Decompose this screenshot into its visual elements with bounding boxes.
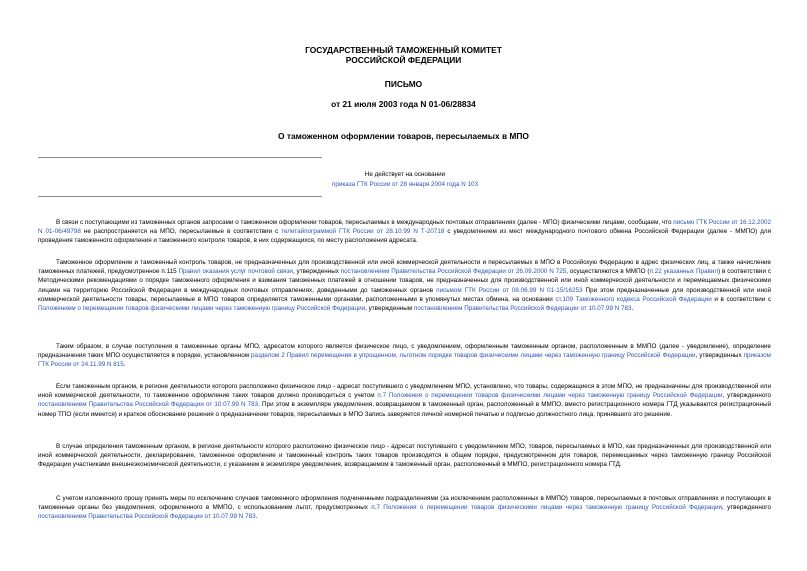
p2-link-p22[interactable]: п.22 указанных Правил [649,268,719,276]
paragraph-5 [38,442,771,470]
doc-title: О таможенном оформлении товаров, пересылаемых в МПО [278,131,529,141]
p6-text-3: . [255,513,258,521]
p3-text-2: , утвержденных [695,352,744,360]
p2-link-decree-783[interactable]: постановлением Правительства Российской Федерации от 10.07.99 N 783 [413,305,632,313]
paragraph-4 [38,382,771,419]
p2-link-regulation[interactable]: Положением о перемещении товаров физическими лицами через таможенную границу Российской Федерации [38,305,366,313]
divider-bottom [38,196,322,197]
p4-text-1: Если таможенным органом, в регионе деятельности которого расположено физическое лицо - адресат поступившего с уведомлением МПО, установлено, что товары, содержащиеся в этом МПО, не предназначены для производственной или иной коммерческой деятельности, то таможенное оформление таких товаров должно производиться с учетом [38,383,771,400]
p4-link-p7-regulation[interactable]: п.7 Положения о перемещении товаров физическими лицами через таможенную границу Российской Федерации [377,392,723,400]
status-note-link-wrap [318,180,492,190]
org-name-line2: РОССИЙСКОЙ ФЕДЕРАЦИИ [345,55,462,65]
p3-link-order-815[interactable]: приказом ГТК России от 24.11.99 N 815 [38,352,771,369]
p2-text-4: ) в соответствии с Методическими рекомендациями о порядке таможенного оформления и взимания таможенных платежей в отношении товаров, не предназначенных для производственной или иной коммерческой деятельности и перемещаемых физическими лицами на территорию Российской Федерации в международных почтовых отправлениях, доведенными до таможенных органов [38,268,771,294]
p2-link-decree-725[interactable]: постановлением Правительства Российской Федерации от 26.09.2000 N 725 [340,268,567,276]
p2-link-customs-code[interactable]: ст.109 Таможенного кодекса Российской Федерации [555,295,712,303]
p3-text-1: Таким образом, в случае поступления в таможенные органы МПО, адресатом которого является физическое лицо, с уведомлением, оформленным таможенным органом, расположенным в ММПО (далее - уведомление), определение предназначения таких МПО осуществляется в порядке, установленном [38,343,771,360]
p2-text-3: , осуществляются в ММПО ( [566,268,650,276]
doc-date-number: от 21 июля 2003 года N 01-06/28834 [331,99,476,109]
paragraph-6 [38,494,771,522]
p5-text-1: В случае определения таможенным органом, в регионе деятельности которого расположено физическое лицо - адресат поступившего с уведомлением МПО, товаров, пересылаемых в МПО, как предназначенных для производственной или иной коммерческой деятельности, декларирование, таможенное оформление и таможенный контроль таких товаров производятся в общем порядке, предусмотренном для товаров, перемещаемых через таможенную границу Российской Федерации участниками внешнеэкономической деятельности, с указанием в экземпляре уведомления, возвращаемом в таможенный орган, расположенный в ММПО, регистрационного номера ГТД. [38,443,771,469]
p6-link-p7-regulation[interactable]: п.7 Положения о перемещении товаров физическими лицами через таможенную границу Российской Федерации [371,504,723,512]
p3-link-section2[interactable]: разделом 2 Правил перемещения в упрощенном, льготном порядке товаров физическими лицами через таможенную границу Российской Федерации [251,352,696,360]
paragraph-2 [38,258,771,313]
status-note-link[interactable]: приказа ГТК России от 28 января 2004 года N 103 [331,181,479,188]
p6-text-1: С учетом изложенного прошу принять меры по исключению случаев таможенного оформления подчиненными подразделениями (за исключением расположенных в ММПО) товаров, пересылаемых в почтовых отправлениях и поступающих в таможенные органы без уведомления, оформленного в ММПО, с использованием льгот, предусмотренных [38,495,771,512]
p1-text-3: с уведомлением из мест международного почтового обмена Российской Федерации (далее - ММПО) для проведения таможенного оформления и таможенного контроля товаров, в них содержащихся, по месту расположения адресата. [38,228,771,245]
p2-text-5: При этом предназначенные для производственной или иной коммерческой деятельности товары, пересылаемые в МПО товаров определяется таможенными органами, расположенными в упомянутых местах обмена, на основании [38,286,771,303]
p4-text-3: . При этом в экземпляре уведомления, возвращаемом в таможенный орган, расположенный в ММПО, вместо регистрационного номера ГТД указываются регистрационный номер ТПО (если имеется) и краткое обоснование решения о предназначении товаров, пересылаемых в МПО Запись заверяется личной номерной печатью и подписью должностного лица, принявшего это решение. [38,401,771,418]
p2-text-2: , утвержденных [292,268,341,276]
p1-text-1: В связи с поступающими из таможенных органов запросами о таможенном оформлении товаров, пересылаемых в международных почтовых отправлениях (далее - МПО) физическими лицами, сообщаем, что [56,219,674,226]
p6-link-decree-783[interactable]: постановлением Правительства Российской Федерации от 10.07.99 N 783 [38,513,256,521]
p3-text-3: . [123,361,126,369]
paragraph-3 [38,342,771,370]
p2-link-postal-rules[interactable]: Правил оказания услуг почтовой связи [178,268,293,276]
doc-type: ПИСЬМО [384,79,423,89]
p2-text-8: . [631,305,634,313]
p1-link-letter[interactable]: письмо ГТК России от 16.12.2002 N 01-06/49798 [38,219,771,236]
divider-top [38,157,322,158]
p6-text-2: , утвержденного [722,504,771,512]
p2-link-letter-16253[interactable]: письмом ГТК России от 08.06.99 N 01-15/16253 [436,286,583,294]
org-name-line1: ГОСУДАРСТВЕННЫЙ ТАМОЖЕННЫЙ КОМИТЕТ [305,45,502,55]
p2-text-6: и в соответствии с [711,295,771,303]
p1-link-teletype[interactable]: телетайпограммой ГТК России от 28.10.99 N Т-20718 [281,228,445,236]
paragraph-1 [38,218,771,246]
p4-text-2: , утвержденного [722,392,771,400]
p1-text-2: не распространяется на МПО, пересылаемые в соответствии с [80,228,282,236]
p4-link-decree-783[interactable]: постановлением Правительства Российской Федерации от 10.07.99 N 783 [38,401,259,409]
p2-text-1: Таможенное оформление и таможенный контроль товаров, не предназначенных для производственной или иной коммерческой деятельности и пересылаемых в МПО в Российскую Федерацию в адрес физических лиц, а также начисление таможенных платежей, предусмотренное п.115 [38,259,771,276]
status-note-text: Не действует на основании [364,171,446,178]
p2-text-7: , утвержденным [365,305,414,313]
